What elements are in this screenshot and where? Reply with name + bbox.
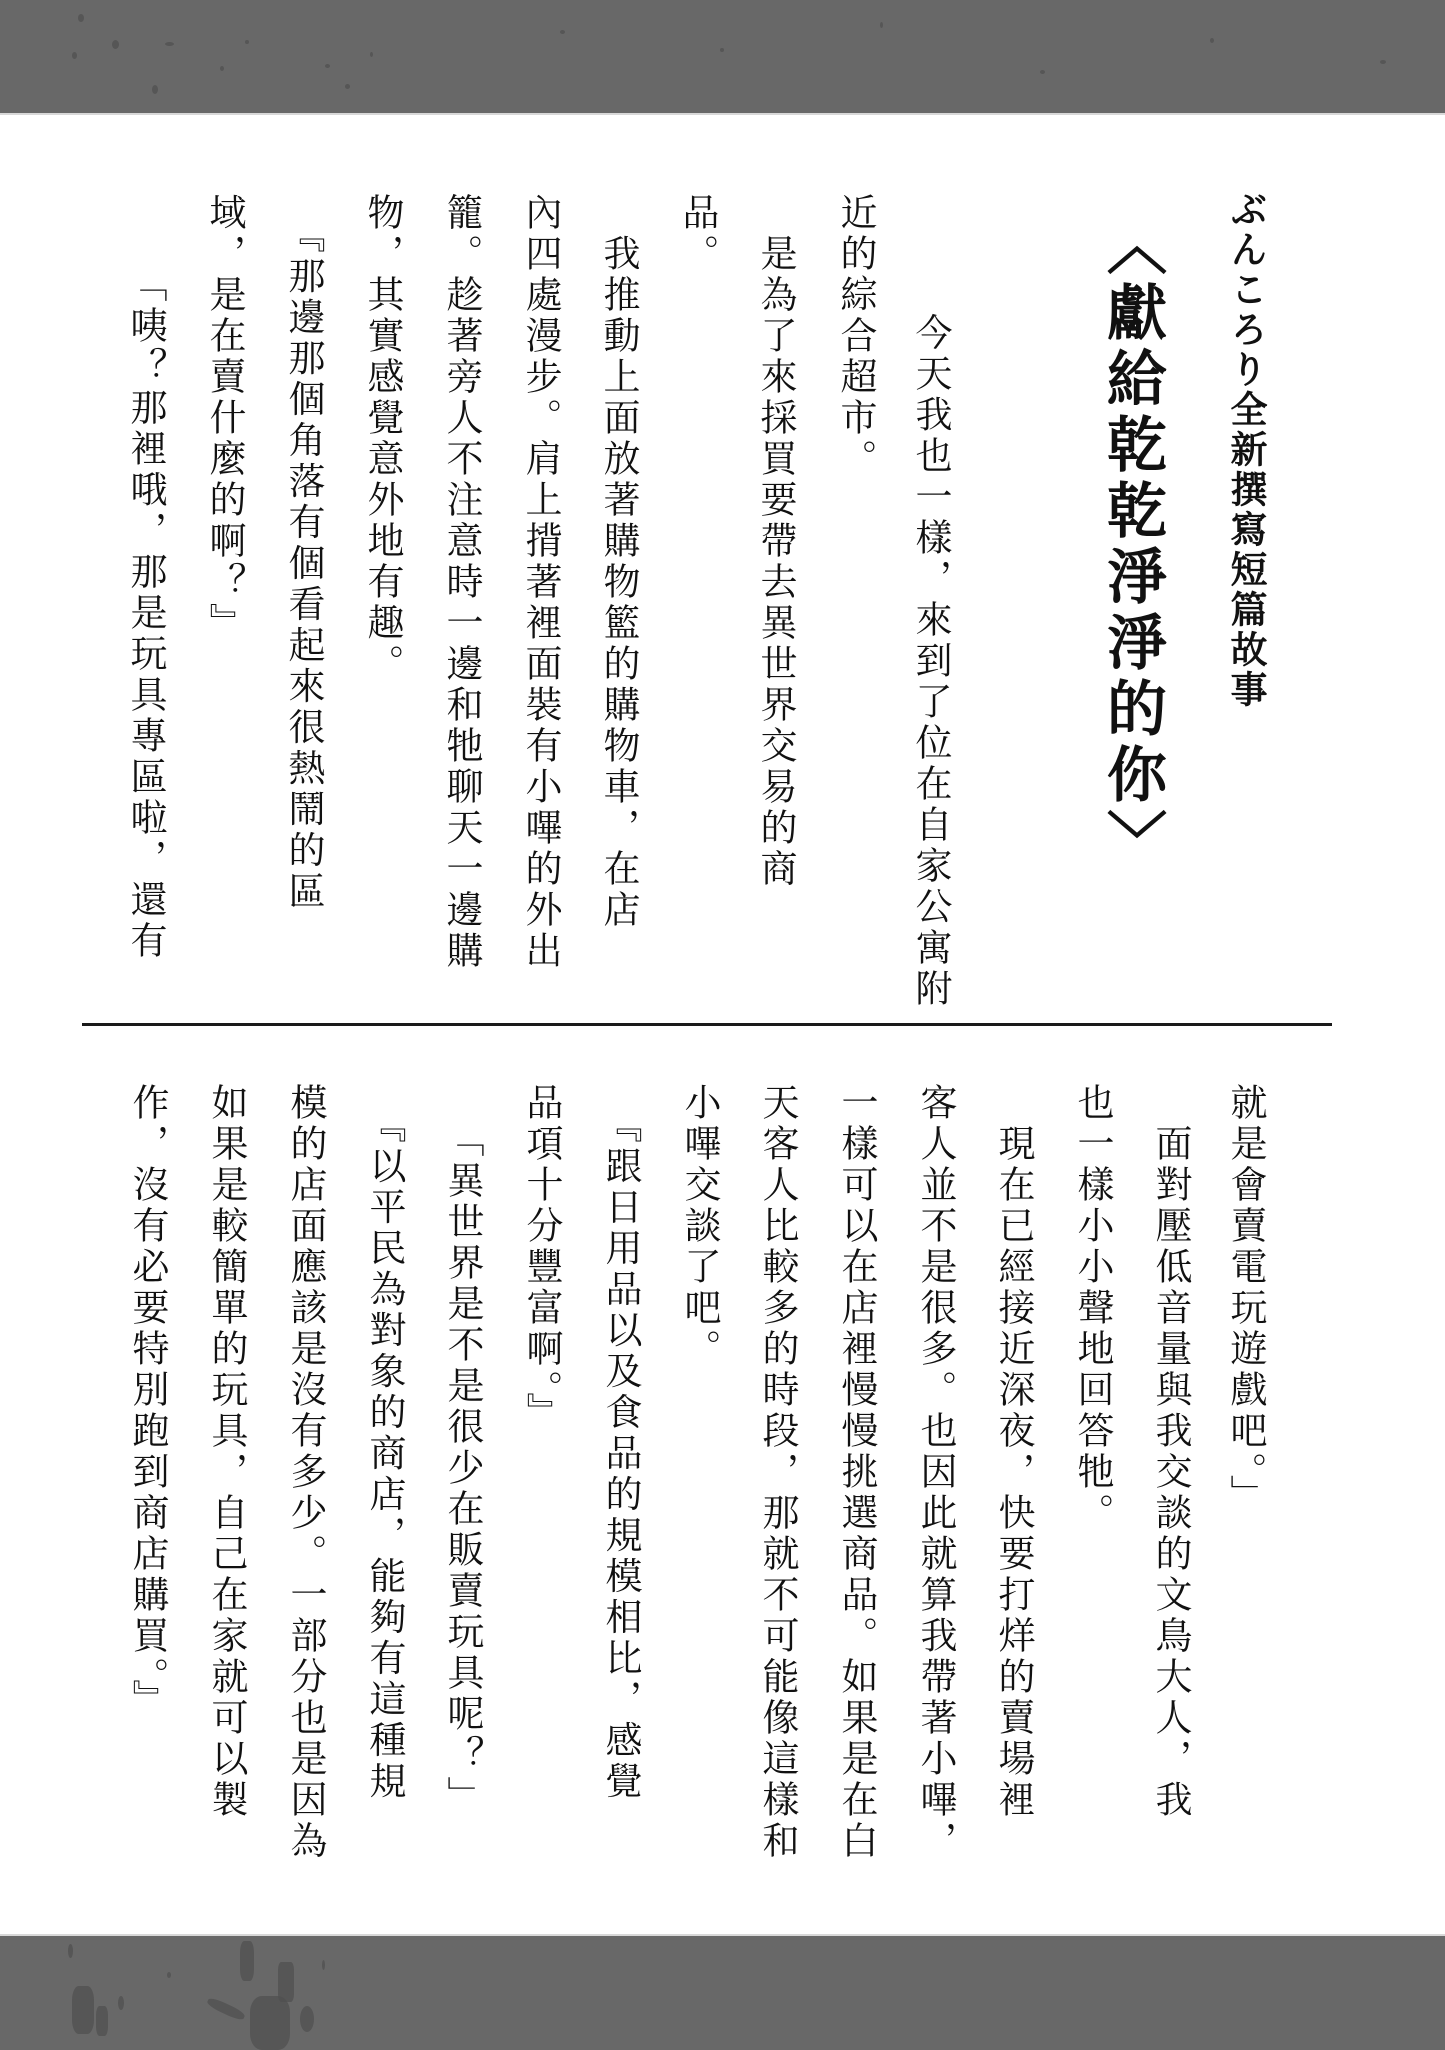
top-border-bar bbox=[0, 0, 1445, 115]
body-column: 小嗶交談了吧。 bbox=[678, 1083, 721, 1370]
ink-speck bbox=[322, 1960, 325, 1970]
ink-speck bbox=[1210, 38, 1214, 43]
body-column: 籠。趁著旁人不注意時一邊和牠聊天一邊購 bbox=[440, 193, 483, 972]
body-column: 面對壓低音量與我交談的文鳥大人，我 bbox=[1149, 1083, 1192, 1821]
story-title: 〈獻給乾乾淨淨的你〉 bbox=[1097, 215, 1167, 875]
ink-speck bbox=[167, 1972, 171, 1978]
body-column: 內四處漫步。肩上揹著裡面裝有小嗶的外出 bbox=[519, 193, 562, 972]
ink-speck bbox=[118, 1996, 124, 2010]
body-column: 客人並不是很多。也因此就算我帶著小嗶， bbox=[914, 1083, 957, 1862]
ink-speck bbox=[560, 30, 565, 34]
ink-speck bbox=[1040, 70, 1045, 74]
ink-speck bbox=[112, 40, 119, 49]
body-column: 『跟日用品以及食品的規模相比，感覺 bbox=[599, 1083, 642, 1803]
ink-speck bbox=[370, 52, 373, 57]
ink-speck bbox=[250, 1996, 290, 2050]
ink-speck bbox=[720, 48, 724, 52]
body-column: 近的綜合超市。 bbox=[834, 193, 877, 480]
body-column: 天客人比較多的時段，那就不可能像這樣和 bbox=[756, 1083, 799, 1862]
ink-speck bbox=[165, 42, 174, 46]
series-subtitle: ぶんころり全新撰寫短篇故事 bbox=[1224, 190, 1267, 710]
ink-speck bbox=[220, 66, 224, 71]
body-column: 「異世界是不是很少在販賣玩具呢？」 bbox=[441, 1120, 484, 1817]
ink-speck bbox=[1380, 60, 1386, 64]
body-column: 就是會賣電玩遊戲吧。」 bbox=[1224, 1083, 1267, 1516]
ink-speck bbox=[78, 14, 84, 22]
body-column: 模的店面應該是沒有多少。一部分也是因為 bbox=[284, 1083, 327, 1862]
body-column: 今天我也一樣，來到了位在自家公寓附 bbox=[909, 272, 952, 1010]
body-column: 『那邊那個角落有個看起來很熱鬧的區 bbox=[282, 193, 325, 913]
ink-speck bbox=[345, 84, 350, 89]
body-column: 「咦？那裡哦，那是玩具專區啦，還有 bbox=[124, 265, 167, 962]
ink-speck bbox=[96, 2006, 108, 2036]
section-divider bbox=[82, 1023, 1332, 1026]
ink-speck bbox=[206, 1996, 246, 2022]
ink-speck bbox=[72, 1986, 94, 2034]
body-column: 我推動上面放著購物籃的購物車，在店 bbox=[597, 193, 640, 931]
body-column: 如果是較簡單的玩具，自己在家就可以製 bbox=[205, 1083, 248, 1821]
ink-speck bbox=[68, 1944, 73, 1958]
body-column: 也一樣小小聲地回答牠。 bbox=[1071, 1083, 1114, 1534]
ink-speck bbox=[880, 22, 883, 28]
ink-speck bbox=[245, 40, 249, 44]
body-column: 品。 bbox=[676, 193, 719, 275]
body-column: 一樣可以在店裡慢慢挑選商品。如果是在白 bbox=[835, 1083, 878, 1862]
ink-speck bbox=[325, 64, 330, 68]
body-column: 現在已經接近深夜，快要打烊的賣場裡 bbox=[992, 1083, 1035, 1821]
ink-speck bbox=[72, 52, 77, 59]
ink-speck bbox=[300, 2006, 314, 2032]
ink-speck bbox=[240, 1941, 254, 1981]
body-column: 是為了來採買要帶去異世界交易的商 bbox=[754, 193, 797, 890]
bottom-border-bar bbox=[0, 1934, 1445, 2050]
body-column: 『以平民為對象的商店，能夠有這種規 bbox=[363, 1083, 406, 1803]
ink-speck bbox=[278, 1962, 294, 2002]
body-column: 品項十分豐富啊。』 bbox=[520, 1083, 563, 1434]
body-column: 域，是在賣什麼的啊？』 bbox=[203, 193, 246, 644]
body-column: 作，沒有必要特別跑到商店購買。』 bbox=[126, 1083, 169, 1721]
body-column: 物，其實感覺意外地有趣。 bbox=[361, 193, 404, 685]
ink-speck bbox=[152, 85, 158, 94]
